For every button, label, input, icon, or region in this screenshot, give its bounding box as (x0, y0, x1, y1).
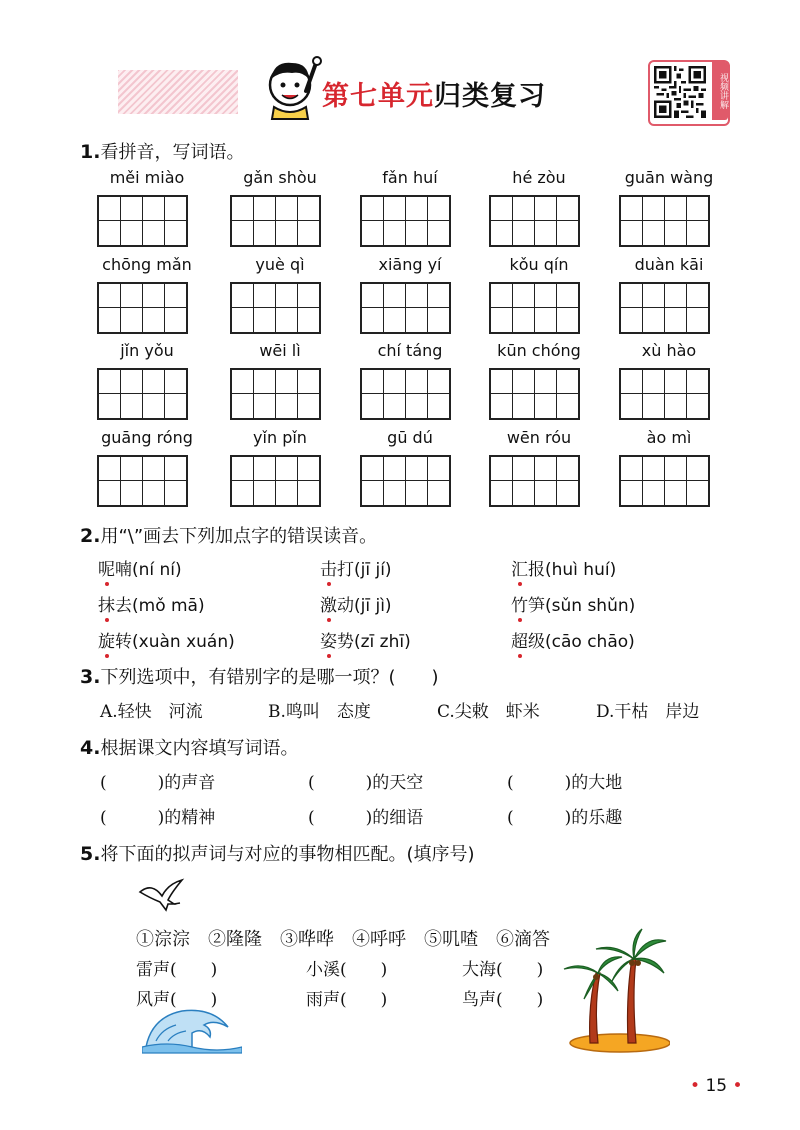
writing-cell[interactable] (686, 370, 708, 418)
pinyin-label: měi miào (109, 168, 185, 187)
dotted-character: 抹 (98, 596, 115, 616)
writing-cell[interactable] (253, 197, 275, 245)
writing-boxes[interactable] (619, 195, 710, 247)
writing-cell[interactable] (491, 197, 512, 245)
writing-boxes[interactable] (489, 455, 580, 507)
writing-boxes[interactable] (97, 282, 188, 334)
writing-cell[interactable] (383, 197, 405, 245)
writing-cell[interactable] (405, 370, 427, 418)
writing-boxes[interactable] (360, 195, 451, 247)
pinyin-label: duàn kāi (634, 255, 704, 274)
writing-cell[interactable] (686, 197, 708, 245)
pinyin-options[interactable]: (jī jì) (354, 596, 392, 616)
writing-cell[interactable] (232, 370, 253, 418)
writing-boxes[interactable] (97, 195, 188, 247)
writing-boxes[interactable] (230, 282, 321, 334)
pinyin-label: guān wàng (624, 168, 714, 187)
writing-cell[interactable] (232, 197, 253, 245)
pinyin-label: gū dú (387, 428, 433, 447)
pronunciation-item[interactable] (320, 555, 392, 580)
pinyin-label: kūn chóng (497, 341, 581, 360)
word-rest: 动 (337, 596, 354, 616)
word-rest: 势 (337, 632, 354, 652)
option-a[interactable]: A.轻快 河流 (100, 702, 203, 722)
writing-cell[interactable] (405, 457, 427, 505)
pinyin-label: wēi lì (259, 341, 301, 360)
option-b[interactable]: B.鸣叫 态度 (268, 702, 371, 722)
dotted-character: 击 (320, 560, 337, 580)
word-rest: 转 (115, 632, 132, 652)
writing-cell[interactable] (164, 457, 186, 505)
writing-cell[interactable] (686, 457, 708, 505)
fill-blank-4[interactable]: ( )的精神 (100, 808, 216, 828)
pinyin-label: chōng mǎn (102, 255, 192, 274)
writing-cell[interactable] (405, 284, 427, 332)
writing-cell[interactable] (512, 197, 534, 245)
writing-boxes[interactable] (619, 282, 710, 334)
writing-cell[interactable] (556, 284, 578, 332)
writing-cell[interactable] (253, 457, 275, 505)
qr-label: 视频讲解 (712, 62, 728, 120)
writing-cell[interactable] (491, 457, 512, 505)
option-d[interactable]: D.干枯 岸边 (596, 702, 700, 722)
writing-boxes[interactable] (619, 455, 710, 507)
question-2-title: 2.用“\”画去下列加点字的错误读音。 (80, 525, 378, 547)
writing-boxes[interactable] (489, 282, 580, 334)
writing-boxes[interactable] (230, 455, 321, 507)
writing-cell[interactable] (275, 370, 297, 418)
pronunciation-item[interactable] (511, 555, 616, 580)
word-rest: 去 (115, 596, 132, 616)
writing-cell[interactable] (232, 457, 253, 505)
writing-cell[interactable] (491, 370, 512, 418)
question-5-title: 5.将下面的拟声词与对应的事物相匹配。(填序号) (80, 843, 475, 865)
writing-cell[interactable] (99, 457, 120, 505)
writing-boxes[interactable] (97, 455, 188, 507)
dotted-character: 竹 (511, 596, 528, 616)
pinyin-label: hé zòu (512, 168, 566, 187)
dotted-character: 旋 (98, 632, 115, 652)
pronunciation-item[interactable] (98, 591, 205, 616)
writing-cell[interactable] (142, 370, 164, 418)
pronunciation-item[interactable] (98, 555, 182, 580)
fill-blank-5[interactable]: ( )的细语 (308, 808, 424, 828)
writing-cell[interactable] (99, 284, 120, 332)
pronunciation-item[interactable] (511, 627, 635, 652)
writing-boxes[interactable] (360, 282, 451, 334)
writing-cell[interactable] (275, 284, 297, 332)
fill-blank-2[interactable]: ( )的天空 (308, 773, 424, 793)
writing-cell[interactable] (253, 284, 275, 332)
pinyin-options[interactable]: (ní ní) (132, 560, 182, 580)
dotted-character: 姿 (320, 632, 337, 652)
writing-cell[interactable] (297, 457, 319, 505)
dotted-character: 呢 (98, 560, 115, 580)
writing-cell[interactable] (512, 457, 534, 505)
pinyin-label: wēn róu (506, 428, 572, 447)
writing-cell[interactable] (383, 284, 405, 332)
pronunciation-item[interactable] (98, 627, 235, 652)
writing-cell[interactable] (621, 457, 642, 505)
writing-cell[interactable] (120, 284, 142, 332)
word-rest: 喃 (115, 560, 132, 580)
writing-cell[interactable] (142, 284, 164, 332)
fill-blank-6[interactable]: ( )的乐趣 (507, 808, 623, 828)
writing-cell[interactable] (275, 457, 297, 505)
word-rest: 级 (528, 632, 545, 652)
writing-cell[interactable] (232, 284, 253, 332)
writing-cell[interactable] (621, 370, 642, 418)
pinyin-options[interactable]: (mǒ mā) (132, 596, 205, 616)
writing-cell[interactable] (383, 457, 405, 505)
pinyin-options[interactable]: (jī jí) (354, 560, 392, 580)
writing-boxes[interactable] (619, 368, 710, 420)
cartoon-boy-icon (262, 55, 322, 120)
writing-cell[interactable] (362, 284, 383, 332)
writing-cell[interactable] (275, 197, 297, 245)
match-sea[interactable]: 大海( ) (462, 960, 544, 980)
writing-cell[interactable] (142, 197, 164, 245)
writing-cell[interactable] (427, 457, 449, 505)
dotted-character: 激 (320, 596, 337, 616)
writing-cell[interactable] (362, 457, 383, 505)
writing-cell[interactable] (164, 197, 186, 245)
question-3-title: 3.下列选项中，有错别字的是哪一项？( ) (80, 666, 439, 688)
pinyin-label: jǐn yǒu (120, 341, 174, 360)
writing-cell[interactable] (534, 370, 556, 418)
writing-cell[interactable] (120, 370, 142, 418)
writing-cell[interactable] (405, 197, 427, 245)
writing-cell[interactable] (534, 197, 556, 245)
fill-blank-3[interactable]: ( )的大地 (507, 773, 623, 793)
palm-tree-island-icon (560, 925, 670, 1055)
pinyin-options[interactable]: (cāo chāo) (545, 632, 635, 652)
pinyin-options[interactable]: (zī zhī) (354, 632, 411, 652)
match-bird[interactable]: 鸟声( ) (462, 990, 544, 1010)
writing-cell[interactable] (427, 197, 449, 245)
writing-cell[interactable] (512, 370, 534, 418)
page-title: 第七单元归类复习 (322, 81, 546, 112)
pronunciation-item[interactable] (511, 591, 635, 616)
writing-cell[interactable] (621, 284, 642, 332)
pinyin-label: guāng róng (101, 428, 193, 447)
writing-cell[interactable] (99, 197, 120, 245)
pronunciation-item[interactable] (320, 627, 411, 652)
writing-cell[interactable] (297, 284, 319, 332)
writing-cell[interactable] (512, 284, 534, 332)
writing-boxes[interactable] (360, 368, 451, 420)
word-rest: 打 (337, 560, 354, 580)
writing-boxes[interactable] (489, 368, 580, 420)
option-c[interactable]: C.尖敕 虾米 (437, 702, 540, 722)
writing-cell[interactable] (642, 457, 664, 505)
writing-cell[interactable] (120, 457, 142, 505)
writing-cell[interactable] (164, 370, 186, 418)
writing-boxes[interactable] (230, 368, 321, 420)
pinyin-label: xù hào (641, 341, 697, 360)
pinyin-label: xiāng yí (378, 255, 442, 274)
word-rest: 报 (528, 560, 545, 580)
writing-cell[interactable] (427, 370, 449, 418)
writing-cell[interactable] (297, 197, 319, 245)
pinyin-label: yǐn pǐn (253, 428, 307, 447)
match-wind[interactable]: 风声( ) (136, 990, 218, 1010)
writing-boxes[interactable] (360, 455, 451, 507)
question-1-title: 1.看拼音，写词语。 (80, 141, 245, 163)
pinyin-options[interactable]: (huì huí) (545, 560, 617, 580)
writing-cell[interactable] (120, 197, 142, 245)
writing-cell[interactable] (556, 370, 578, 418)
pronunciation-item[interactable] (320, 591, 392, 616)
writing-boxes[interactable] (230, 195, 321, 247)
match-rain[interactable]: 雨声( ) (306, 990, 388, 1010)
pinyin-label: yuè qì (255, 255, 305, 274)
writing-cell[interactable] (534, 457, 556, 505)
pinyin-label: chí táng (377, 341, 443, 360)
question-4-title: 4.根据课文内容填写词语。 (80, 737, 299, 759)
pinyin-options[interactable]: (xuàn xuán) (132, 632, 235, 652)
onomatopoeia-words: ①淙淙 ②隆隆 ③哗哗 ④呼呼 ⑤叽喳 ⑥滴答 (136, 929, 550, 950)
writing-cell[interactable] (556, 457, 578, 505)
match-thunder[interactable]: 雷声( ) (136, 960, 218, 980)
seagull-icon (138, 878, 194, 918)
writing-cell[interactable] (642, 284, 664, 332)
word-rest: 笋 (528, 596, 545, 616)
writing-cell[interactable] (362, 197, 383, 245)
writing-cell[interactable] (534, 284, 556, 332)
pinyin-options[interactable]: (sǔn shǔn) (545, 596, 636, 616)
writing-cell[interactable] (297, 370, 319, 418)
dotted-character: 汇 (511, 560, 528, 580)
writing-cell[interactable] (99, 370, 120, 418)
wave-icon (142, 1005, 242, 1055)
writing-cell[interactable] (142, 457, 164, 505)
writing-cell[interactable] (491, 284, 512, 332)
writing-cell[interactable] (664, 284, 686, 332)
pinyin-label: fǎn huí (382, 168, 438, 187)
writing-boxes[interactable] (489, 195, 580, 247)
match-stream[interactable]: 小溪( ) (306, 960, 388, 980)
writing-cell[interactable] (362, 370, 383, 418)
writing-cell[interactable] (383, 370, 405, 418)
writing-cell[interactable] (642, 197, 664, 245)
page-number: • 15 • (690, 1076, 743, 1096)
pinyin-label: gǎn shòu (243, 168, 317, 187)
writing-cell[interactable] (642, 370, 664, 418)
writing-cell[interactable] (621, 197, 642, 245)
header-decoration (118, 70, 238, 114)
writing-cell[interactable] (253, 370, 275, 418)
writing-cell[interactable] (427, 284, 449, 332)
writing-cell[interactable] (664, 457, 686, 505)
writing-boxes[interactable] (97, 368, 188, 420)
writing-cell[interactable] (664, 197, 686, 245)
dotted-character: 超 (511, 632, 528, 652)
writing-cell[interactable] (686, 284, 708, 332)
qr-code-icon (654, 66, 706, 118)
fill-blank-1[interactable]: ( )的声音 (100, 773, 216, 793)
qr-code-badge[interactable] (648, 60, 730, 126)
pinyin-label: ào mì (646, 428, 692, 447)
writing-cell[interactable] (164, 284, 186, 332)
writing-cell[interactable] (556, 197, 578, 245)
pinyin-label: kǒu qín (509, 255, 569, 274)
writing-cell[interactable] (664, 370, 686, 418)
